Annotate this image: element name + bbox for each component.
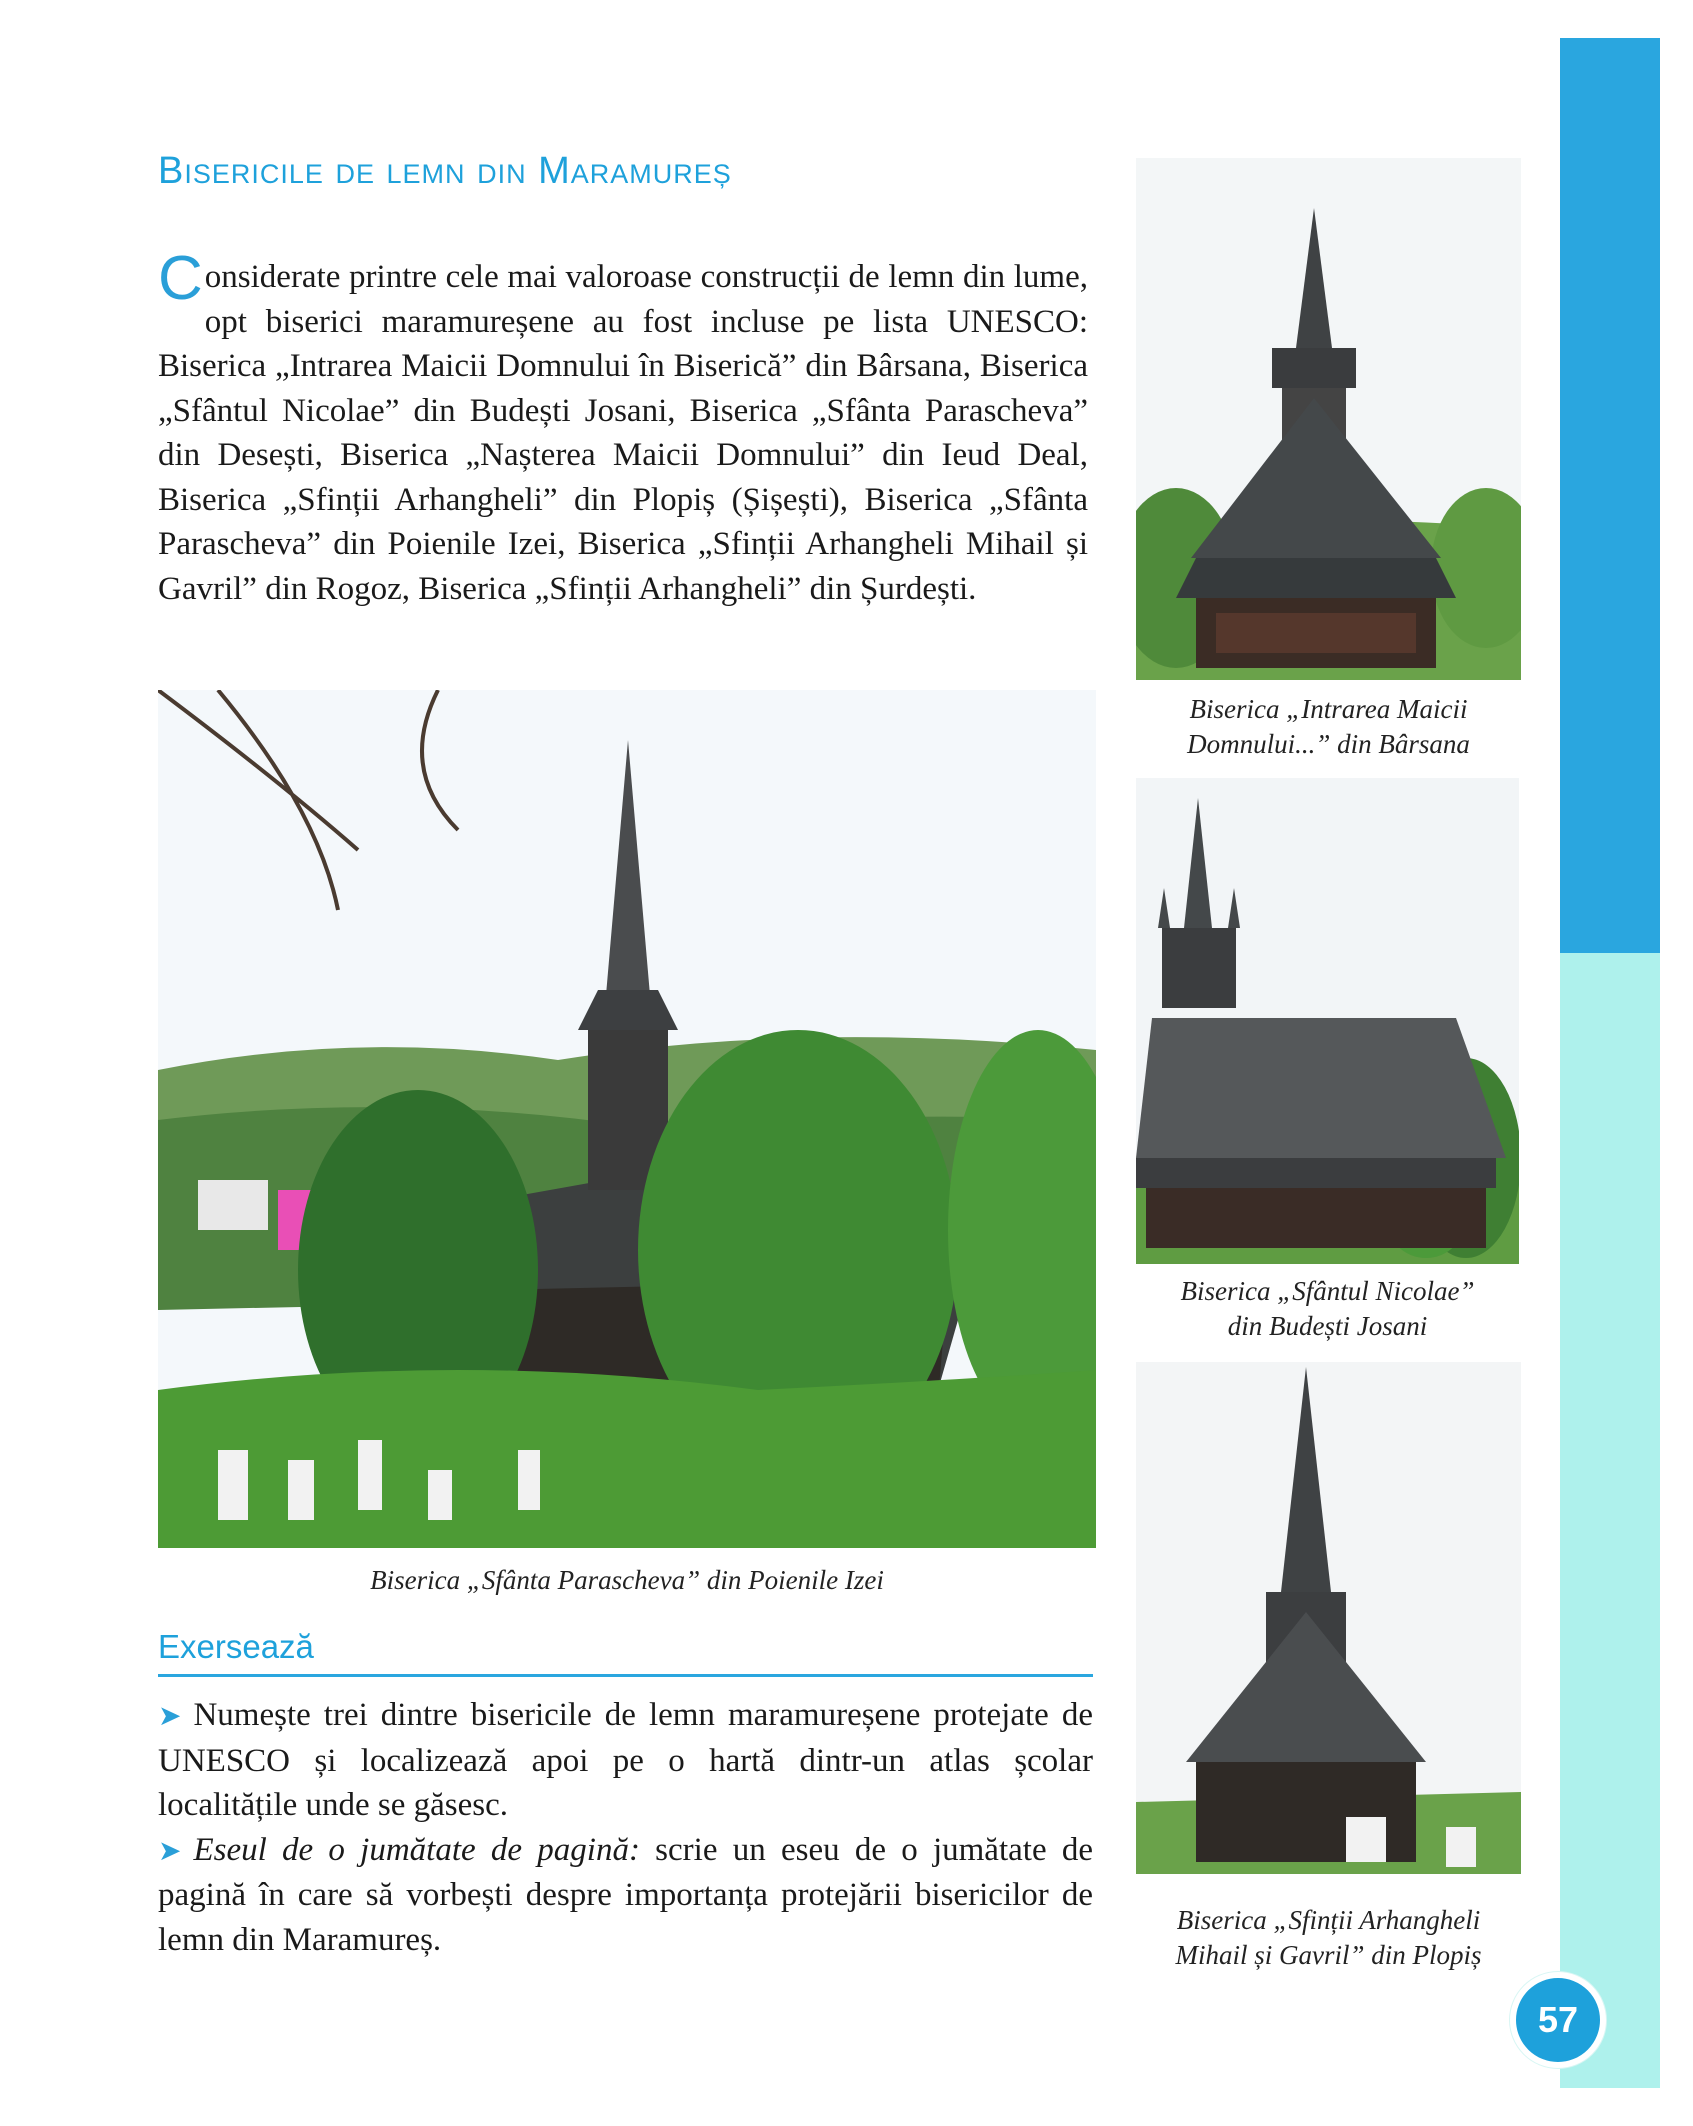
caption-plopis-line1: Biserica „Sfinții Arhangheli <box>1176 1905 1481 1935</box>
photo-poienile-izei <box>158 690 1096 1548</box>
sidebar-band-bottom <box>1560 953 1660 2088</box>
intro-text: onsiderate printre cele mai valoroase construcții de lemn din lume, opt biserici maramureșene au fost incluse pe lista UNESCO: Biserica „Intrarea Maicii Domnului în Biserică” din Bârsana, Biserica „Sfântul Nicolae” din Budești Josani, Biserica „Sfânta Parascheva” din Desești, Biserica „Nașterea Maicii Domnului” din Ieud Deal, Biserica „Sfinții Arhangheli” din Plopiș (Șișești), Biserica „Sfânta Parascheva” din Poienile Izei, Biserica „Sfinții Arhangheli Mihail și Gavril” din Rogoz, Biserica „Sfinții Arhangheli” din Șurdești. <box>158 259 1088 607</box>
sidebar-band-top <box>1560 38 1660 953</box>
exercise-heading: Exersează <box>158 1628 1093 1677</box>
photo-budesti <box>1136 778 1519 1264</box>
photo-plopis <box>1136 1362 1521 1874</box>
page-number: 57 <box>1510 1972 1606 2068</box>
arrow-icon: ➤ <box>158 1833 182 1867</box>
caption-plopis-line2: Mihail și Gavril” din Plopiș <box>1175 1940 1482 1970</box>
exercise-item-1-text: Numește trei dintre bisericile de lemn maramureșene protejate de UNESCO și localizează apoi pe o hartă dintr-un atlas școlar localitățile unde se găsesc. <box>158 1697 1093 1823</box>
caption-budesti-line1: Biserica „Sfântul Nicolae” <box>1180 1276 1475 1306</box>
exercise-item-2-text: scrie un eseu de o jumătate de pagină în care să vorbești despre importanța protejării bisericilor de lemn din Maramureș. <box>158 1831 1093 1958</box>
caption-budesti <box>1136 1274 1519 1344</box>
caption-barsana-line2: Domnului...” din Bârsana <box>1187 729 1470 759</box>
page-title: Bisericile de lemn din Maramureș <box>158 150 732 192</box>
exercise-item-1 <box>158 1693 1093 1828</box>
intro-paragraph <box>158 244 1088 611</box>
arrow-icon: ➤ <box>158 1699 182 1732</box>
caption-barsana-line1: Biserica „Intrarea Maicii <box>1189 694 1468 724</box>
photo-barsana <box>1136 158 1521 680</box>
caption-poienile-izei: Biserica „Sfânta Parascheva” din Poienile Izei <box>370 1565 884 1595</box>
caption-budesti-line2: din Budești Josani <box>1227 1311 1428 1341</box>
exercise-list <box>158 1693 1093 1962</box>
caption-plopis <box>1136 1903 1521 1973</box>
exercise-item-2 <box>158 1828 1093 1963</box>
exercise-item-2-emphasis: Eseul de o jumătate de pagină: <box>193 1831 640 1868</box>
caption-barsana <box>1136 692 1521 762</box>
drop-cap: C <box>158 244 203 313</box>
